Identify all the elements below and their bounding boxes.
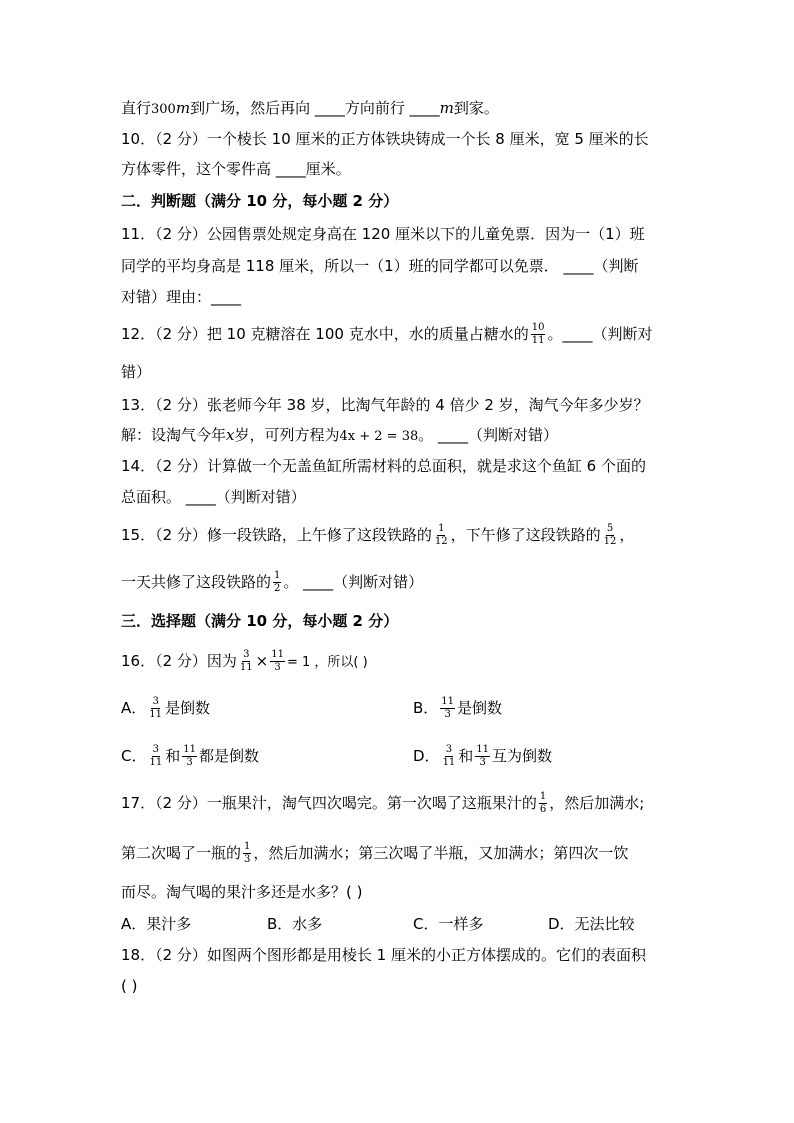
variable: x xyxy=(226,426,235,444)
denominator: 3 xyxy=(186,757,193,768)
option-text: 都是倒数 xyxy=(198,747,259,765)
text: 直行 xyxy=(121,99,152,117)
numerator: 10 xyxy=(531,322,545,333)
denominator: 3 xyxy=(444,709,451,720)
conjunction: 和 xyxy=(165,747,181,765)
denominator: 12 xyxy=(603,536,617,547)
q17-line1 xyxy=(121,791,644,816)
q14-line2: 总面积。 ____（判断对错） xyxy=(121,488,306,506)
denominator: 3 xyxy=(274,662,281,673)
fraction xyxy=(148,696,163,721)
fraction xyxy=(531,322,546,347)
denominator: 11 xyxy=(531,335,545,346)
section-2-title: 二．判断题（满分 10 分，每小题 2 分） xyxy=(121,192,399,210)
option-label: B． xyxy=(413,699,439,717)
q17-option-b[interactable]: B．水多 xyxy=(267,915,323,933)
fraction xyxy=(603,523,618,548)
numerator: 11 xyxy=(441,696,455,707)
text: 一天共修了这段铁路的 xyxy=(121,573,272,591)
q17-option-d[interactable]: D．无法比较 xyxy=(548,915,635,933)
text: 方向前行 xyxy=(344,99,405,117)
q13-line1: 13．（2 分）张老师今年 38 岁，比淘气年龄的 4 倍少 2 岁，淘气今年多少岁？ xyxy=(121,396,649,414)
option-label: D． xyxy=(413,747,440,765)
fraction xyxy=(182,744,197,769)
text: 12．（2 分）把 10 克糖溶在 100 克水中，水的质量占糖水的 xyxy=(121,325,529,343)
denominator: 11 xyxy=(442,757,456,768)
unit: m xyxy=(439,99,454,117)
denominator: 12 xyxy=(434,536,448,547)
q18-line2: ( ) xyxy=(121,977,138,995)
text: ，然后加满水; xyxy=(549,794,645,812)
answer-blank[interactable]: ____ xyxy=(314,99,345,117)
numerator: 3 xyxy=(152,696,159,707)
answer-blank[interactable]: ____ xyxy=(409,99,440,117)
q17-option-c[interactable]: C．一样多 xyxy=(413,915,484,933)
text: ，下午修了这段铁路的 xyxy=(450,526,601,544)
text: 。 ____（判断对错） xyxy=(283,573,424,591)
q17-option-a[interactable]: A．果汁多 xyxy=(121,915,192,933)
text: 16．（2 分）因为 xyxy=(121,652,237,670)
q10-line2: 方体零件，这个零件高 ____厘米。 xyxy=(121,160,351,178)
q9-tail-line xyxy=(121,98,499,120)
q14-line1: 14．（2 分）计算做一个无盖鱼缸所需材料的总面积，就是求这个鱼缸 6 个面的 xyxy=(121,457,646,475)
fraction xyxy=(539,791,547,816)
q17-line2 xyxy=(121,841,628,866)
fraction xyxy=(148,744,163,769)
text: 17．（2 分）一瓶果汁，淘气四次喝完。第一次喝了这瓶果汁的 xyxy=(121,794,537,812)
unit: m xyxy=(175,99,191,117)
option-text: 互为倒数 xyxy=(492,747,553,765)
q15-line2 xyxy=(121,570,423,595)
text: 第二次喝了一瓶的 xyxy=(121,844,242,862)
conjunction: 和 xyxy=(458,747,474,765)
fraction xyxy=(475,744,490,769)
text: 岁，可列方程为 xyxy=(234,426,340,444)
fraction xyxy=(442,744,457,769)
q15-line1 xyxy=(121,523,634,548)
option-label: A． xyxy=(121,699,147,717)
denominator: 3 xyxy=(244,854,251,865)
numerator: 1 xyxy=(539,791,547,802)
numerator: 11 xyxy=(183,744,196,755)
denominator: 11 xyxy=(239,662,253,673)
section-3-title: 三．选择题（满分 10 分，每小题 2 分） xyxy=(121,612,399,630)
q13-line2 xyxy=(121,425,558,447)
text: 到家。 xyxy=(453,99,499,117)
q12-line2: 错） xyxy=(121,363,152,381)
numerator: 3 xyxy=(152,744,160,755)
fraction xyxy=(273,570,281,595)
numerator: 11 xyxy=(476,744,490,755)
numerator: 3 xyxy=(243,649,250,660)
numerator: 3 xyxy=(445,744,453,755)
q11-line1: 11．（2 分）公园售票处规定身高在 120 厘米以下的儿童免票．因为一（1）班 xyxy=(121,225,645,243)
text: ，然后加满水；第三次喝了半瓶，又加满水；第四次一饮 xyxy=(253,844,629,862)
option-text: 是倒数 xyxy=(165,699,211,717)
q16-option-d[interactable] xyxy=(413,744,552,769)
denominator: 3 xyxy=(479,757,486,768)
equation: 4x + 2 = 38 xyxy=(339,429,419,444)
q12-line1 xyxy=(121,322,652,347)
fraction xyxy=(434,523,449,548)
text: 15．（2 分）修一段铁路，上午修了这段铁路的 xyxy=(121,526,432,544)
denominator: 6 xyxy=(539,804,547,815)
option-text: 是倒数 xyxy=(457,699,503,717)
q18-line1: 18．（2 分）如图两个图形都是用棱长 1 厘米的小正方体摆成的。它们的表面积 xyxy=(121,946,646,964)
numerator: 11 xyxy=(271,649,284,660)
q16-stem xyxy=(121,649,368,674)
q11-line2: 同学的平均身高是 118 厘米，所以一（1）班的同学都可以免票． ____（判断 xyxy=(121,257,639,275)
fraction xyxy=(270,649,285,674)
q16-option-c[interactable] xyxy=(121,744,259,769)
text: ， xyxy=(619,526,635,544)
q16-option-a[interactable] xyxy=(121,696,210,721)
fraction xyxy=(440,696,455,721)
denominator: 11 xyxy=(149,709,162,720)
fraction xyxy=(243,841,251,866)
distance-value: 300 xyxy=(151,102,176,117)
denominator: 11 xyxy=(149,757,163,768)
numerator: 5 xyxy=(606,523,614,534)
text: = 1 ，所以( ) xyxy=(286,655,368,670)
numerator: 1 xyxy=(244,841,251,852)
q11-line3: 对错）理由：____ xyxy=(121,288,242,306)
times-sign: × xyxy=(255,652,269,670)
q16-option-b[interactable] xyxy=(413,696,502,721)
numerator: 1 xyxy=(438,523,445,534)
text: 。 ____（判断对错） xyxy=(418,426,559,444)
fraction xyxy=(239,649,254,674)
q10-line1: 10．（2 分）一个棱长 10 厘米的正方体铁块铸成一个长 8 厘米，宽 5 厘米的长 xyxy=(121,130,649,148)
q17-line3: 而尽。淘气喝的果汁多还是水多？( ) xyxy=(121,883,363,901)
text: 解：设淘气今年 xyxy=(121,426,227,444)
numerator: 1 xyxy=(274,570,281,581)
text: 到广场，然后再向 xyxy=(190,99,311,117)
text: 。____（判断对 xyxy=(547,325,653,343)
option-label: C． xyxy=(121,747,147,765)
denominator: 2 xyxy=(274,583,281,594)
